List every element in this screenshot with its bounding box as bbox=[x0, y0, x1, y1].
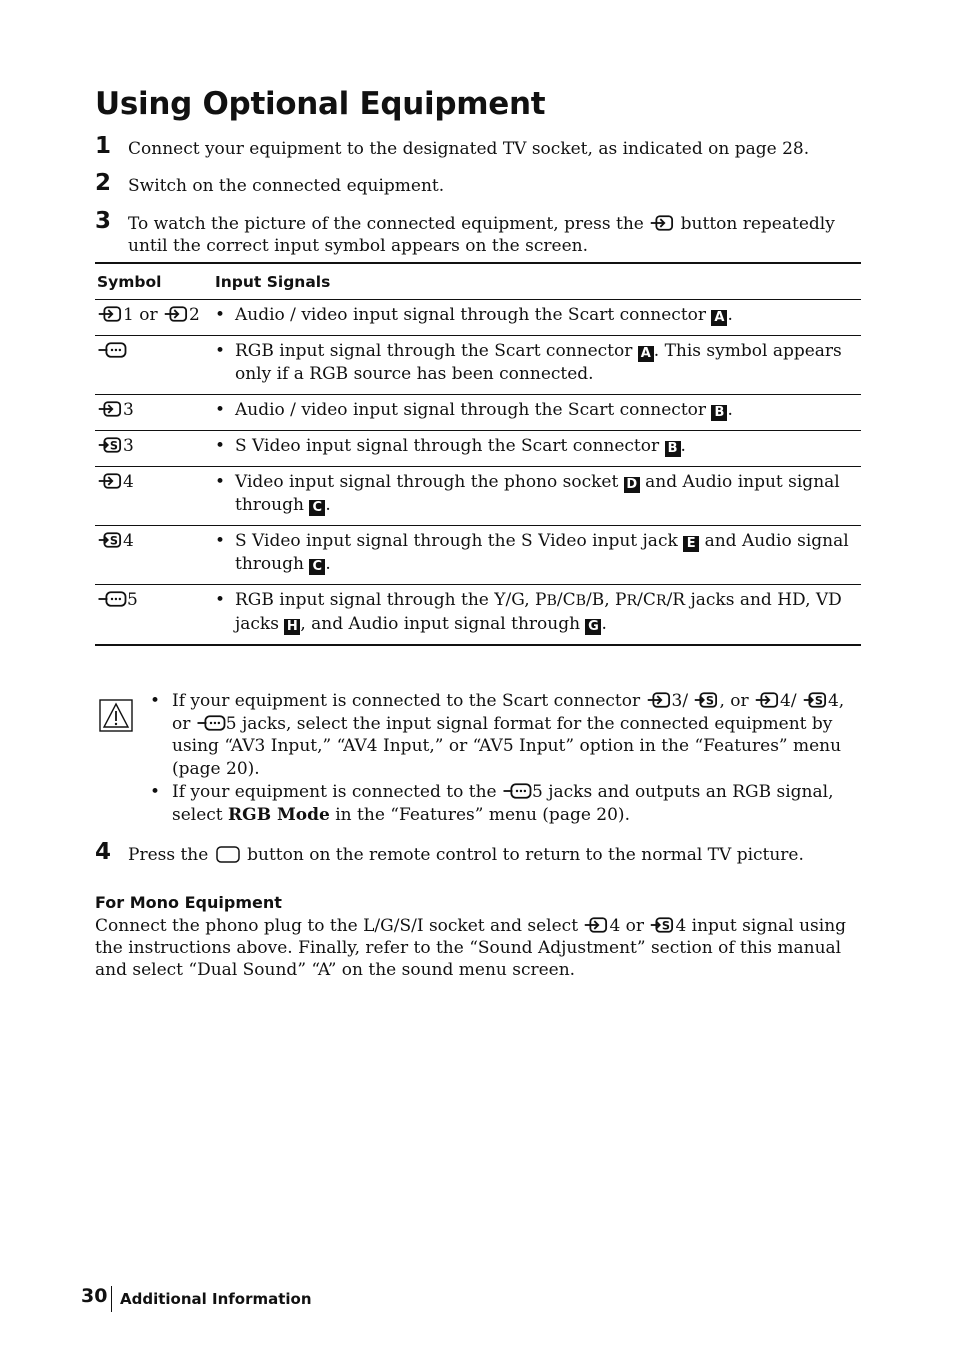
table-row bbox=[95, 431, 861, 467]
s-video-input-icon bbox=[802, 691, 828, 709]
symbol-cell: 4 bbox=[95, 526, 215, 585]
rgb-input-icon bbox=[196, 714, 226, 732]
av-input-icon bbox=[583, 916, 609, 934]
symbol-cell: 1 or 2 bbox=[95, 300, 215, 336]
signal-cell: • RGB input signal through the Y/G, PB/CB/B, PR/CR/R jacks and HD, VD jacks H , and Audio input signal through G . bbox=[215, 590, 842, 634]
footer-divider bbox=[111, 1286, 112, 1312]
list-item: • If your equipment is connected to the Scart connector 3/ , or 4/ 4, or 5 jacks, select the input signal format for the connected equipment by using “AV3 Input,” “AV4 Input,” or “AV5 Input” option in the “Features” menu (page 20). bbox=[150, 691, 845, 780]
section-heading: For Mono Equipment bbox=[95, 893, 282, 912]
av-input-icon bbox=[163, 305, 189, 323]
signal-cell: • S Video input signal through the S Video input jack E and Audio signal through C . bbox=[215, 526, 861, 585]
connector-key: D bbox=[624, 477, 640, 493]
signal-cell: • RGB input signal through the Scart connector A . This symbol appears only if a RGB source has been connected. bbox=[215, 336, 861, 395]
list-item: • If your equipment is connected to the 5 jacks and outputs an RGB signal, select RGB Mode in the “Features” menu (page 20). bbox=[150, 781, 834, 825]
table-row bbox=[95, 336, 861, 395]
table-row bbox=[95, 585, 861, 646]
step-number: 1 bbox=[95, 133, 112, 159]
page-number: 30 bbox=[81, 1285, 108, 1307]
symbol-cell: 5 bbox=[95, 585, 215, 646]
s-video-input-icon bbox=[693, 691, 719, 709]
av-input-icon bbox=[646, 691, 672, 709]
symbol-cell: 3 bbox=[95, 395, 215, 431]
connector-key: H bbox=[284, 619, 300, 635]
signal-cell: • S Video input signal through the Scart connector B . bbox=[215, 431, 861, 467]
page-title: Using Optional Equipment bbox=[95, 86, 546, 122]
connector-key: A bbox=[711, 310, 727, 326]
signal-cell: • Audio / video input signal through the Scart connector B . bbox=[215, 395, 861, 431]
av-input-icon bbox=[97, 305, 123, 323]
symbol-cell: 4 bbox=[95, 467, 215, 526]
table-row bbox=[95, 395, 861, 431]
table-row bbox=[95, 300, 861, 336]
mono-paragraph: Connect the phono plug to the L/G/S/I socket and select 4 or 4 input signal using the instructions above. Finally, refer to the “Sound Adjustment” section of this manual and select “Dual Sound” “A” on the sound menu screen. bbox=[95, 916, 847, 980]
connector-key: C bbox=[309, 500, 325, 516]
s-video-input-icon bbox=[649, 916, 675, 934]
av-input-icon bbox=[754, 691, 780, 709]
column-header-input-signals: Input Signals bbox=[215, 263, 861, 300]
input-signals-table bbox=[95, 262, 861, 646]
step-text: Switch on the connected equipment. bbox=[128, 176, 445, 196]
signal-cell: • Video input signal through the phono socket D and Audio input signal through C . bbox=[215, 467, 861, 526]
tv-button-icon bbox=[214, 845, 242, 863]
symbol-cell: 3 bbox=[95, 431, 215, 467]
av-input-icon bbox=[97, 472, 123, 490]
step-text: Press the button on the remote control to return to the normal TV picture. bbox=[128, 845, 804, 865]
table-row bbox=[95, 526, 861, 585]
step-number: 2 bbox=[95, 170, 112, 196]
av-input-icon bbox=[97, 400, 123, 418]
step-number: 3 bbox=[95, 208, 112, 234]
signal-cell: • Audio / video input signal through the Scart connector A . bbox=[215, 300, 861, 336]
step-number: 4 bbox=[95, 839, 112, 865]
s-video-input-icon bbox=[97, 531, 123, 549]
connector-key: A bbox=[638, 346, 654, 362]
connector-key: B bbox=[665, 441, 681, 457]
rgb-input-icon bbox=[97, 341, 127, 359]
caution-note bbox=[150, 690, 862, 826]
rgb-input-icon bbox=[502, 782, 532, 800]
connector-key: B bbox=[711, 405, 727, 421]
connector-key: C bbox=[309, 559, 325, 575]
connector-key: E bbox=[683, 536, 699, 552]
connector-key: G bbox=[585, 619, 601, 635]
column-header-symbol: Symbol bbox=[95, 263, 215, 300]
rgb-input-icon bbox=[97, 590, 127, 608]
step-text: To watch the picture of the connected equipment, press the button repeatedly until the correct input symbol appears on the screen. bbox=[128, 214, 835, 256]
table-row bbox=[95, 467, 861, 526]
input-select-icon bbox=[649, 214, 675, 232]
warning-icon bbox=[99, 699, 133, 732]
step-text: Connect your equipment to the designated TV socket, as indicated on page 28. bbox=[128, 139, 810, 159]
footer-section-title: Additional Information bbox=[120, 1290, 312, 1308]
symbol-cell bbox=[95, 336, 215, 395]
s-video-input-icon bbox=[97, 436, 123, 454]
